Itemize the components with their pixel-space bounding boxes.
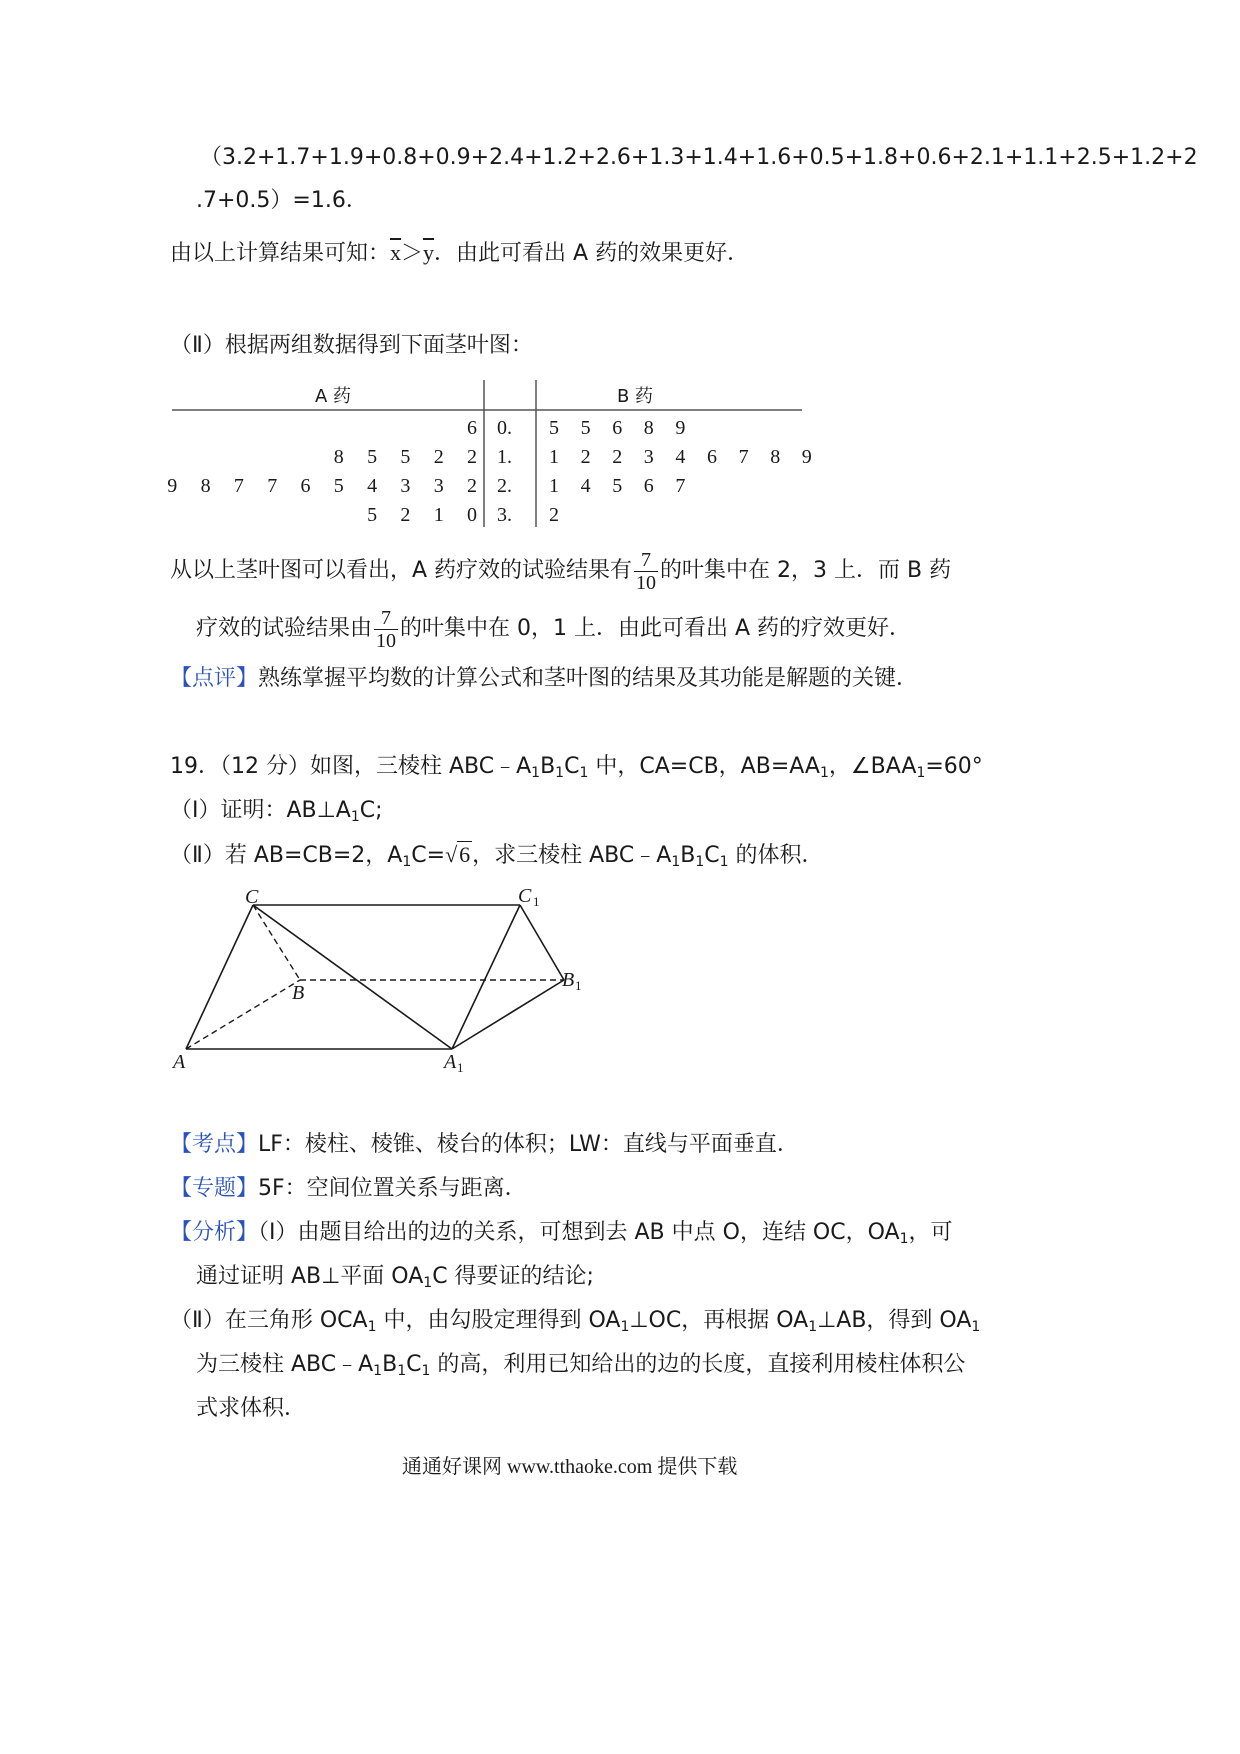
a-leaf: 8 [200,475,211,497]
b-leaf: 4 [580,475,591,497]
b-leaf: 6 [643,475,654,497]
fenxi-tag: 【分析】 [170,1220,259,1245]
label-b1: B [562,969,575,991]
greater-sign: ＞ [401,241,424,266]
b-leaf: 5 [580,417,591,439]
b-leaf: 5 [549,417,559,439]
stem: 2. [497,475,512,497]
b-leaf: 1 [549,446,559,468]
b-leaf: 2 [612,446,623,468]
b-leaf: 6 [707,446,717,468]
sqrt-value: 6 [459,842,471,867]
b-leaf: 8 [770,446,781,468]
review-tag: 【点评】 [170,666,259,691]
header-b: B 药 [616,386,654,407]
label-c: C [245,886,259,908]
fraction-numerator: 7 [634,549,658,572]
kaodian [170,1130,799,1160]
fenxi-line-4: 为三棱柱 $ABC﹣A_1B_1C_1$ 的高，利用已知给出的边的长度，直接利用棱柱体积公 [196,1352,966,1379]
zhuanti-text: 5F：空间位置关系与距离． [258,1176,527,1201]
a-leaf: 5 [400,446,411,468]
conclusion-suffix: ．由此可看出 A 药的效果更好． [434,241,750,266]
label-c1: C [518,885,532,907]
label-a1-sub: 1 [457,1060,464,1075]
calc-line-2: .7+0.5）=1.6． [196,188,368,213]
a-leaf: 6 [300,475,311,497]
fenxi-line-3: （Ⅱ）在三角形 $OCA_1$ 中，由勾股定理得到 $OA_1\perp OC$，再根据 $OA_1\perp AB$，得到 $OA_1$ [170,1308,981,1335]
fenxi-line-1: 【分析】（Ⅰ）由题目给出的边的关系，可想到去 AB 中点 O，连结 OC，$OA_1$，可 [170,1220,953,1247]
b-leaf: 9 [675,417,686,439]
label-a: A [173,1051,186,1073]
edge-c-a1 [253,905,452,1049]
calc-line-1: （3.2+1.7+1.9+0.8+0.9+2.4+1.2+2.6+1.3+1.4+1.6+0.5+1.8+0.6+2.1+1.1+2.5+1.2+2 [200,145,1198,170]
kaodian-text: LF：棱柱、棱锥、棱台的体积；LW：直线与平面垂直． [258,1132,799,1157]
b-leaf: 2 [580,446,591,468]
q19-part1: （Ⅰ）证明：$AB\perp A_1C$; [170,798,383,825]
header-a: A 药 [314,386,352,407]
edge-c-b-hidden [253,905,300,980]
a-leaf: 7 [233,475,244,497]
stem-text-2a: 疗效的试验结果由 [196,616,373,641]
label-b: B [292,982,305,1004]
conclusion-prefix: 由以上计算结果可知： [170,241,391,266]
fenxi-line-2: 通过证明 AB⊥平面 $OA_1C$ 得要证的结论; [196,1264,594,1291]
b-leaf: 5 [612,475,623,497]
review-text: 熟练掌握平均数的计算公式和茎叶图的结果及其功能是解题的关键． [258,666,919,691]
b-leaf: 7 [738,446,749,468]
a-leaf: 3 [400,475,411,497]
zhuanti [170,1174,527,1204]
b-leaf: 7 [675,475,686,497]
a-leaf: 8 [333,446,344,468]
mean-x: $\overline{x}$ [390,240,402,265]
b-leaf: 6 [612,417,623,439]
part2-intro: （Ⅱ）根据两组数据得到下面茎叶图： [170,333,533,358]
fraction-denominator-b: 10 [376,629,397,652]
b-leaf: 3 [643,446,654,468]
a-leaf: 4 [367,475,378,497]
b-leaf: 2 [549,504,559,526]
edge-c-a [186,905,253,1049]
stem-text-1b: 的叶集中在 2，3 上．而 B 药 [660,558,952,583]
a-leaf: 0 [467,504,477,526]
label-b1-sub: 1 [575,978,582,993]
b-leaf: 1 [549,475,559,497]
stem-text-2b: 的叶集中在 0，1 上．由此可看出 A 药的疗效更好． [400,616,912,641]
stem: 0. [497,417,512,439]
footer: 通通好课网 www.tthaoke.com 提供下载 [402,1456,738,1478]
b-leaf: 9 [801,446,812,468]
label-c1-sub: 1 [533,894,540,909]
fenxi-line-5: 式求体积． [196,1396,307,1421]
fraction-denominator: 10 [636,571,657,594]
stem: 1. [497,446,512,468]
a-leaf: 9 [167,475,178,497]
a-leaf: 5 [367,446,378,468]
kaodian-tag: 【考点】 [170,1132,259,1157]
fraction-numerator-b: 7 [374,607,398,630]
a-leaf: 2 [467,475,477,497]
a-leaf: 2 [433,446,444,468]
a-leaf: 5 [333,475,344,497]
a-leaf: 7 [267,475,278,497]
mean-y: $\overline{y}$ [423,240,435,265]
edge-a-b-hidden [186,980,300,1049]
label-a1: A [444,1051,457,1073]
b-leaf: 8 [643,417,654,439]
q19-title: 19．（12 分）如图，三棱柱 $ABC﹣A_1B_1C_1$ 中，CA=CB，$AB=AA_1$，$\angle BAA_1=60^\circ$ [170,754,983,781]
b-leaf: 4 [675,446,686,468]
q19-part2: （Ⅱ）若 AB=CB=2，$A_1C=√6$，求三棱柱 $ABC﹣A_1B_1C_1$ 的体积． [170,842,824,870]
stem-text-1a: 从以上茎叶图可以看出，A 药疗效的试验结果有 [170,558,633,583]
a-leaf: 2 [467,446,477,468]
a-leaf: 2 [400,504,411,526]
a-leaf: 1 [433,504,444,526]
edge-c1-b1 [520,905,564,980]
a-leaf: 3 [433,475,444,497]
a-leaf: 5 [367,504,378,526]
a-leaf: 6 [467,417,477,439]
zhuanti-tag: 【专题】 [170,1176,259,1201]
stem: 3. [497,504,512,526]
